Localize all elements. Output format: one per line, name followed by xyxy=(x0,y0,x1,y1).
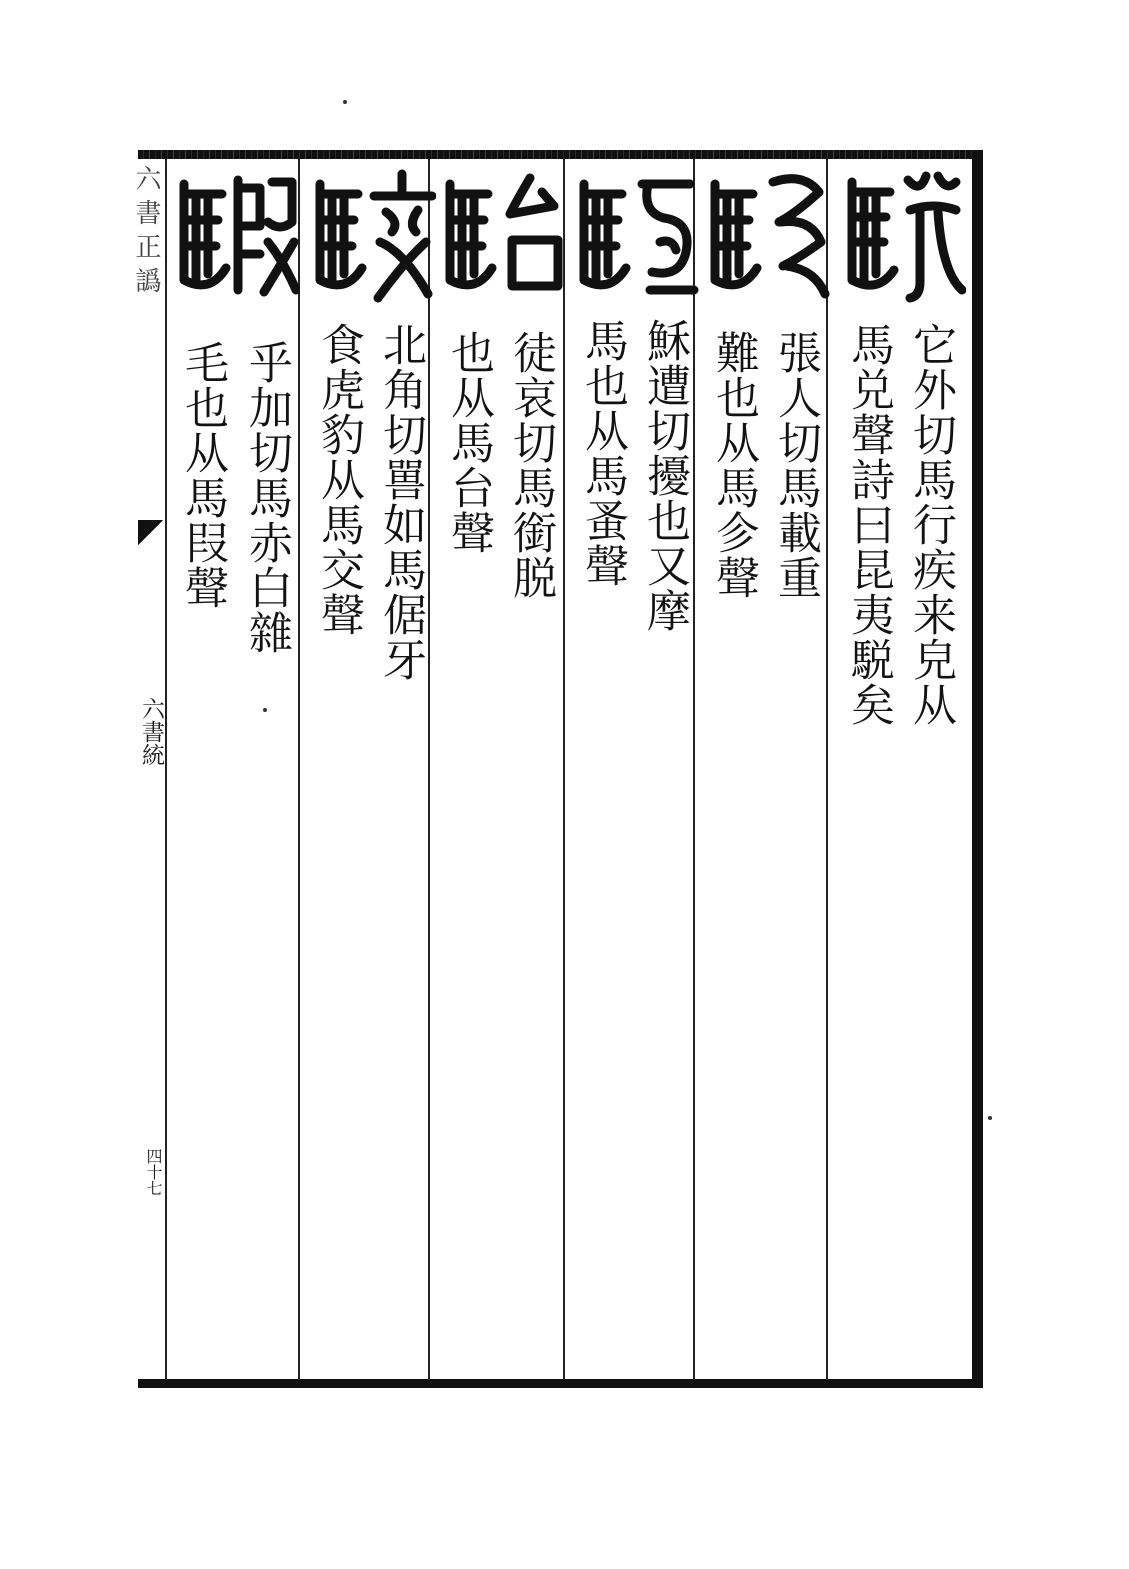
ink-speck xyxy=(343,100,347,104)
seal-script-icon xyxy=(703,162,831,312)
entry-3-line-2: 馬也从馬蚤聲 xyxy=(577,318,628,588)
entry-2-line-1: 張人切馬載重 xyxy=(770,330,821,600)
seal-script-icon xyxy=(308,162,436,312)
seal-glyph-3 xyxy=(572,162,700,312)
column-divider xyxy=(165,158,167,1380)
frame-right-border xyxy=(972,150,983,1388)
seal-script-icon xyxy=(438,162,566,312)
entry-3-line-1: 穌遭切擾也又摩 xyxy=(639,318,690,633)
margin-page-number: 四十七 xyxy=(144,1148,163,1196)
entry-6-line-2: 毛也从馬叚聲 xyxy=(177,340,228,610)
entry-5-line-1: 北角切嘼如馬倨牙 xyxy=(375,322,426,682)
margin-book-title: 六書統 xyxy=(138,697,164,766)
entry-4-line-1: 徒哀切馬銜脱 xyxy=(505,330,556,600)
column-divider xyxy=(298,158,300,1380)
column-divider xyxy=(563,158,565,1380)
seal-script-icon xyxy=(572,162,700,312)
seal-glyph-6 xyxy=(172,162,300,312)
entry-6-line-1: 乎加切馬赤白雜 xyxy=(241,340,292,655)
fishtail-mark-icon xyxy=(138,520,164,550)
margin-book-heading: 六書正譌 xyxy=(131,165,161,301)
entry-2-line-2: 難也从馬㐱聲 xyxy=(708,330,759,600)
seal-glyph-1 xyxy=(838,162,966,312)
seal-glyph-2 xyxy=(703,162,831,312)
entry-1-line-2: 馬兑聲詩曰昆夷駾矣 xyxy=(843,322,894,727)
ink-speck xyxy=(988,1116,992,1120)
frame-top-border xyxy=(138,150,980,159)
seal-script-icon xyxy=(838,162,966,312)
entry-5-line-2: 食虎豹从馬交聲 xyxy=(313,322,364,637)
seal-script-icon xyxy=(172,162,300,312)
column-divider xyxy=(826,158,828,1380)
frame-bottom-border xyxy=(138,1379,983,1388)
seal-glyph-4 xyxy=(438,162,566,312)
entry-4-line-2: 也从馬台聲 xyxy=(443,330,494,555)
ink-speck xyxy=(263,708,267,712)
entry-1-line-1: 它外切馬行疾来皃从 xyxy=(905,322,956,727)
seal-glyph-5 xyxy=(308,162,436,312)
